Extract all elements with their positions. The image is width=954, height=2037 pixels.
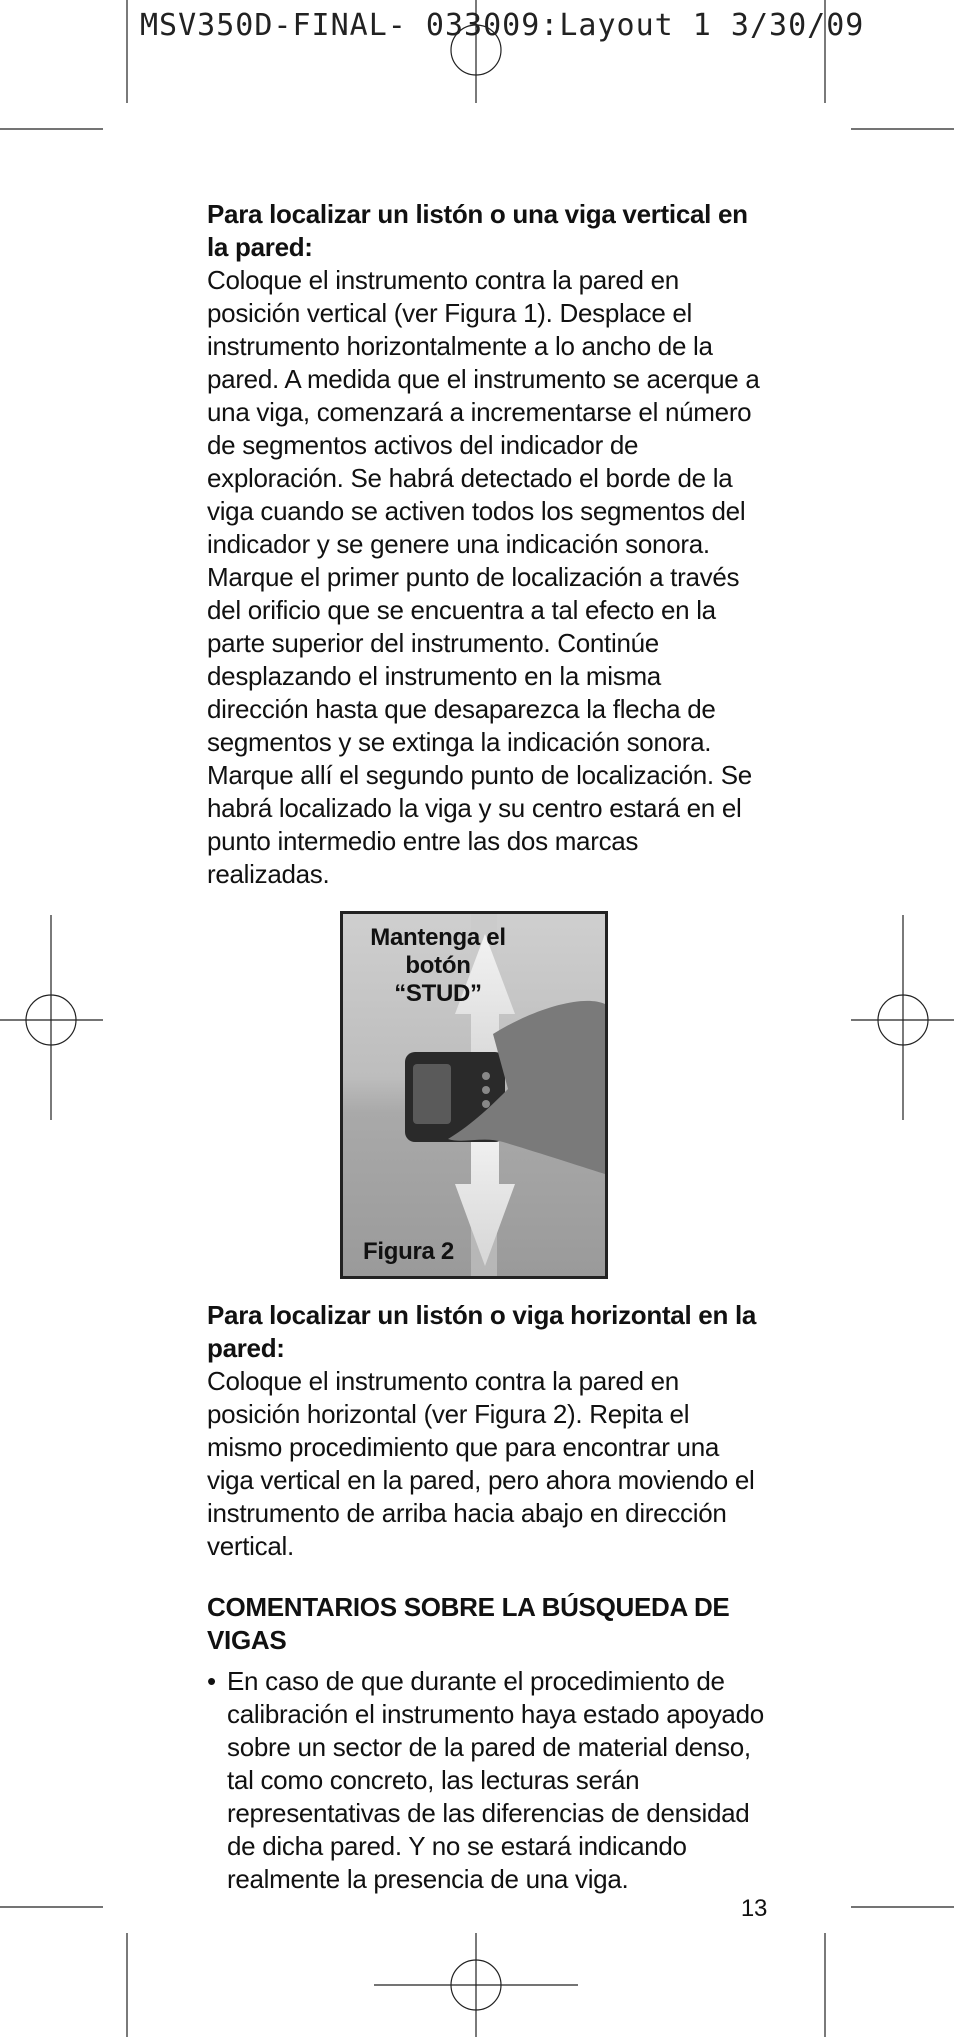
figure-label: Figura 2 xyxy=(363,1238,454,1265)
section-horizontal-heading: Para localizar un listón o viga horizontal en la pared: xyxy=(207,1300,757,1363)
device-button-icon xyxy=(482,1100,490,1108)
comments-bullet-item xyxy=(207,1665,767,1896)
page-content xyxy=(207,198,767,1925)
print-slug: MSV350D-FINAL- 033009:Layout 1 3/30/09 xyxy=(140,8,865,43)
device-button-icon xyxy=(482,1086,490,1094)
figure-2 xyxy=(340,911,608,1279)
down-arrow-icon xyxy=(455,1129,515,1266)
section-vertical-body: Coloque el instrumento contra la pared en posición vertical (ver Figura 1). Desplace el instrumento horizontalmente a lo ancho de la pared. A medida que el instrumento se acerque a una viga, comenzará a incrementarse el número de segmentos activos del indicador de exploración. Se habrá detectado el borde de la viga cuando se activen todos los segmentos del indicador y se genere una indicación sonora. Marque el primer punto de localización a través del orificio que se encuentra a tal efecto en la parte superior del instrumento. Continúe desplazando el instrumento en la misma dirección hasta que desaparezca la flecha de segmentos y se extinga la indicación sonora. Marque allí el segundo punto de localización. Se habrá localizado la viga y su centro estará en el punto intermedio entre las dos marcas realizadas. xyxy=(207,265,760,889)
page-number: 13 xyxy=(740,1895,767,1922)
device-display xyxy=(413,1064,451,1124)
section-vertical-heading: Para localizar un listón o una viga vertical en la pared: xyxy=(207,199,748,262)
bullet-symbol: • xyxy=(207,1666,216,1696)
device-button-icon xyxy=(482,1072,490,1080)
comments-bullet-text: En caso de que durante el procedimiento de calibración el instrumento haya estado apoyado sobre un sector de la pared de material denso, tal como concreto, las lecturas serán representativas de las diferencias de densidad de dicha pared. Y no se estará indicando realmente la presencia de una viga. xyxy=(227,1666,764,1894)
comments-heading: COMENTARIOS SOBRE LA BÚSQUEDA DE VIGAS xyxy=(207,1592,730,1655)
figure-caption: Mantenga el botón “STUD” xyxy=(370,924,506,1007)
section-horizontal-body: Coloque el instrumento contra la pared en posición horizontal (ver Figura 2). Repita el mismo procedimiento que para encontrar una viga vertical en la pared, pero ahora moviendo el instrumento de arriba hacia abajo en dirección vertical. xyxy=(207,1366,755,1561)
